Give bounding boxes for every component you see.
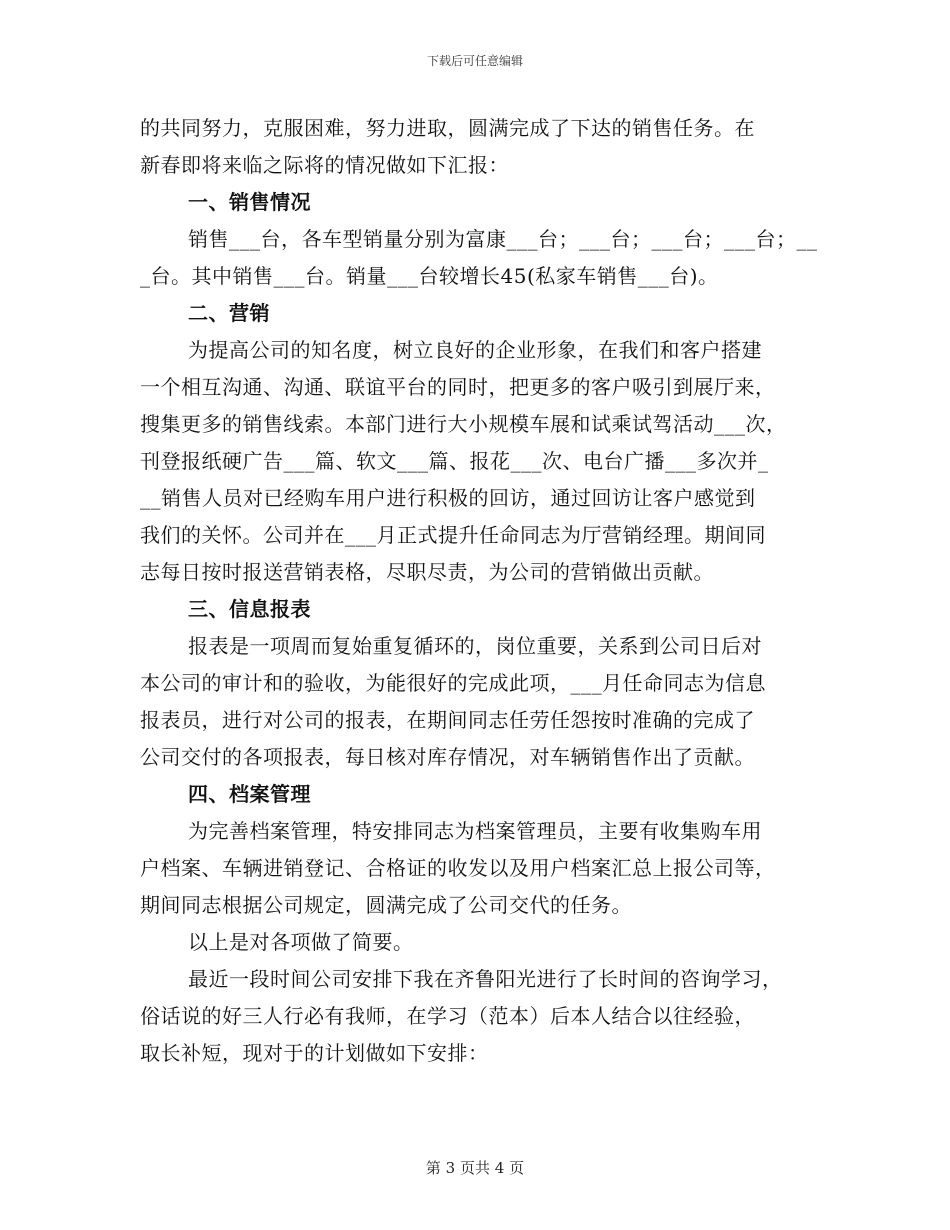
text-line: 俗话说的好三人行必有我师，在学习（范本）后本人结合以往经验， <box>140 1004 755 1028</box>
text-line: 期间同志根据公司规定，圆满完成了公司交代的任务。 <box>140 893 632 917</box>
text-line: __销售人员对已经购车用户进行积极的回访，通过回访让客户感觉到 <box>140 486 756 510</box>
text-line: 新春即将来临之际将的情况做如下汇报： <box>140 153 509 177</box>
text-line: 志每日按时报送营销表格，尽职尽责，为公司的营销做出贡献。 <box>140 560 714 584</box>
text-line: 本公司的审计和的验收，为能很好的完成此项，___月任命同志为信息 <box>140 671 766 695</box>
text-line: 报表是一项周而复始重复循环的，岗位重要，关系到公司日后对 <box>188 634 762 658</box>
section-heading: 一、销售情况 <box>188 190 311 214</box>
text-line: 为提高公司的知名度，树立良好的企业形象，在我们和客户搭建 <box>188 338 762 362</box>
section-heading: 三、信息报表 <box>188 597 311 621</box>
page-header-note: 下载后可任意编辑 <box>426 54 523 68</box>
text-line: 的共同努力，克服困难，努力进取，圆满完成了下达的销售任务。在 <box>140 116 755 140</box>
text-line: 搜集更多的销售线索。本部门进行大小规模车展和试乘试驾活动___次， <box>140 412 787 436</box>
text-line: 取长补短，现对于的计划做如下安排： <box>140 1041 489 1065</box>
text-line: 公司交付的各项报表，每日核对库存情况，对车辆销售作出了贡献。 <box>140 745 755 769</box>
text-line: 我们的关怀。公司并在___月正式提升任命同志为厅营销经理。期间同 <box>140 523 766 547</box>
text-line: 以上是对各项做了简要。 <box>188 930 414 954</box>
text-line: 报表员，进行对公司的报表，在期间同志任劳任怨按时准确的完成了 <box>140 708 755 732</box>
page-number-footer: 第 3 页共 4 页 <box>425 1159 525 1177</box>
section-heading: 二、营销 <box>188 301 270 325</box>
text-line: 最近一段时间公司安排下我在齐鲁阳光进行了长时间的咨询学习， <box>188 967 783 991</box>
text-line: 一个相互沟通、沟通、联谊平台的同时，把更多的客户吸引到展厅来， <box>140 375 776 399</box>
text-line: 户档案、车辆进销登记、合格证的收发以及用户档案汇总上报公司等， <box>140 856 776 880</box>
text-line: 刊登报纸硬广告___篇、软文___篇、报花___次、电台广播___多次并_ <box>140 449 769 473</box>
document-body <box>140 110 820 1072</box>
section-heading: 四、档案管理 <box>188 782 311 806</box>
text-line: 销售___台，各车型销量分别为富康___台；___台；___台；___台；__ <box>188 227 818 251</box>
text-line: _台。其中销售___台。销量___台较增长45(私家车销售___台)。 <box>140 264 719 288</box>
text-line: 为完善档案管理，特安排同志为档案管理员，主要有收集购车用 <box>188 819 762 843</box>
